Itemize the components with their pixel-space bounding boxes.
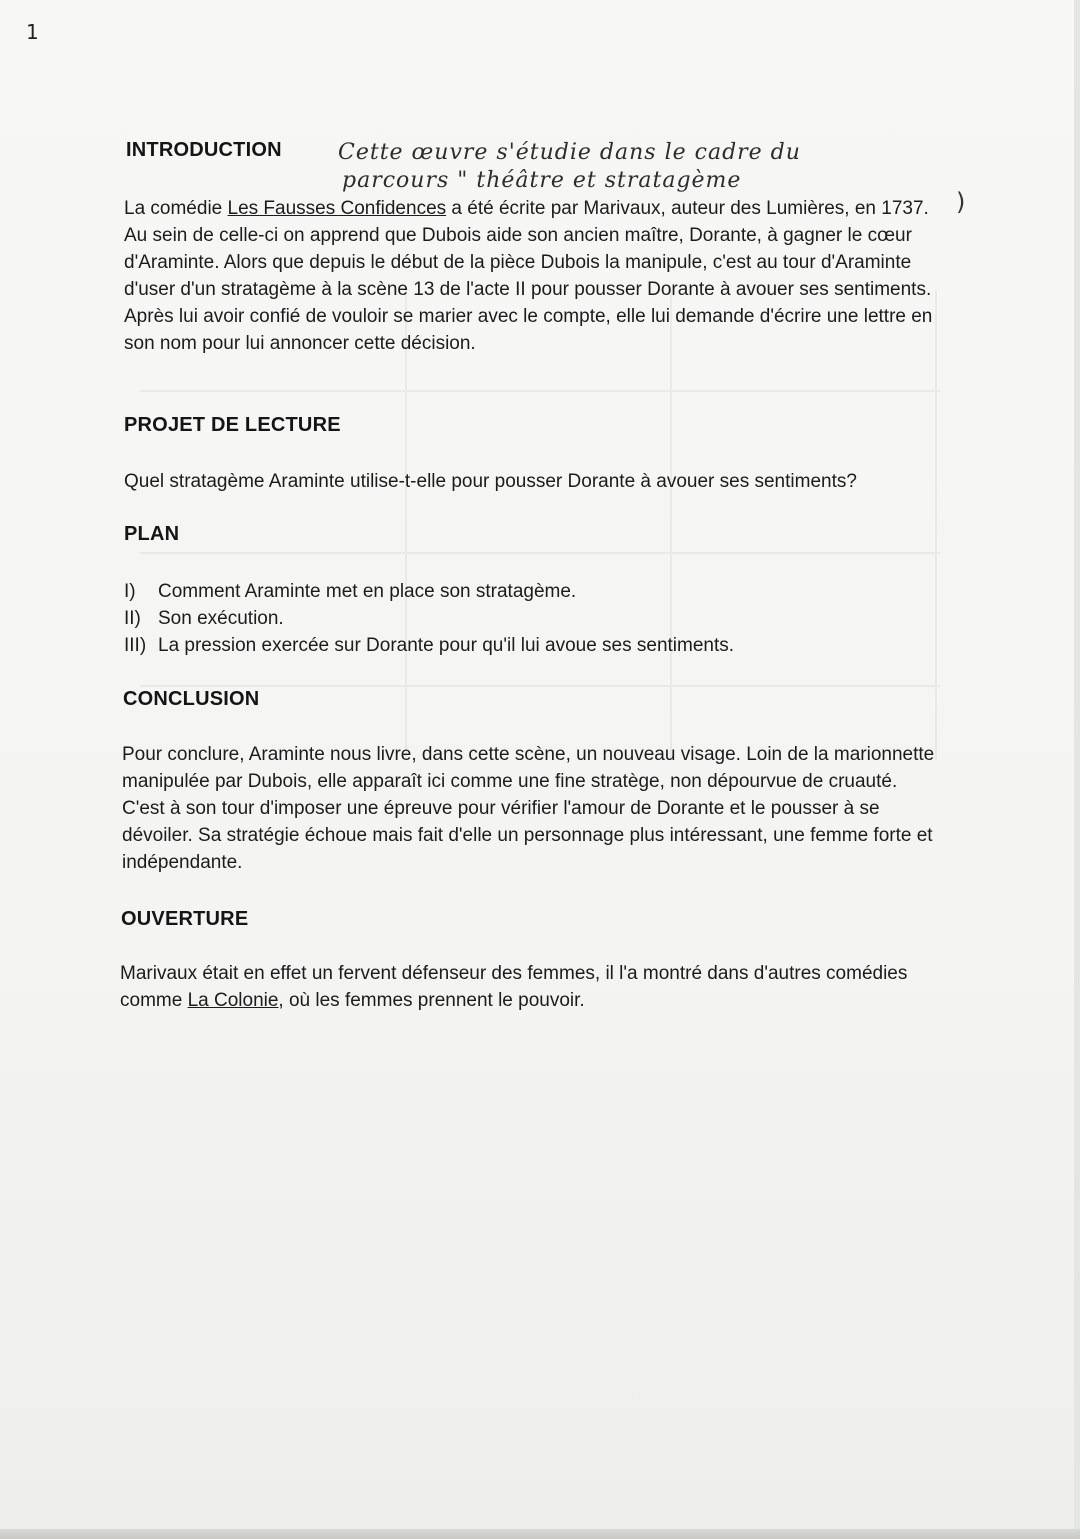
handwritten-note-line2: parcours " théâtre et stratagème <box>342 168 742 193</box>
conclusion-paragraph: Pour conclure, Araminte nous livre, dans cette scène, un nouveau visage. Loin de la marionnette manipulée par Dubois, elle apparaît ici comme une fine stratège, non dépourvue de cruauté. C'est à son tour d'imposer une épreuve pour vérifier l'amour de Dorante et le pousser à se dévoiler. Sa stratégie échoue mais fait d'elle un personnage plus intéressant, une femme forte et indépendante. <box>122 744 935 873</box>
page-edge-right <box>1074 0 1080 1539</box>
plan-item: I) Comment Araminte met en place son stratagème. <box>124 581 577 602</box>
handwritten-note-line1: Cette œuvre s'étudie dans le cadre du <box>338 140 801 165</box>
projet-heading: PROJET DE LECTURE <box>124 414 341 436</box>
play-title-la-colonie: La Colonie <box>187 990 279 1011</box>
plan-item: II) Son exécution. <box>124 608 284 629</box>
conclusion-heading: CONCLUSION <box>123 688 260 710</box>
plan-heading: PLAN <box>124 523 180 545</box>
page-number: 1 <box>26 20 39 44</box>
introduction-paragraph: La comédie Les Fausses Confidences a été écrite par Marivaux, auteur des Lumières, en 1737. Au sein de celle-ci on apprend que Dubois aide son ancien maître, Dorante, à gagner le cœur d'Araminte. Alors que depuis le début de la pièce Dubois la manipule, c'est au tour d'Araminte d'user d'un stratagème à la scène 13 de l'acte II pour pousser Dorante à avouer ses sentiments. Après lui avoir confié de vouloir se marier avec le compte, elle lui demande d'écrire une lettre en son nom pour lui annoncer cette décision. <box>124 198 933 354</box>
handwritten-bracket-mark: ) <box>956 188 966 216</box>
projet-question: Quel stratagème Araminte utilise-t-elle pour pousser Dorante à avouer ses sentiments? <box>124 471 857 492</box>
plan-item: III) La pression exercée sur Dorante pour qu'il lui avoue ses sentiments. <box>124 635 735 656</box>
play-title-fausses-confidences: Les Fausses Confidences <box>227 198 447 219</box>
ouverture-paragraph: Marivaux était en effet un fervent défenseur des femmes, il l'a montré dans d'autres comédies comme La Colonie, où les femmes prennent le pouvoir. <box>120 963 908 1011</box>
page-edge-bottom <box>0 1529 1080 1539</box>
plan-list <box>124 578 734 659</box>
ouverture-heading: OUVERTURE <box>121 908 249 930</box>
show-through-table <box>140 290 940 760</box>
introduction-heading: INTRODUCTION <box>126 139 282 161</box>
